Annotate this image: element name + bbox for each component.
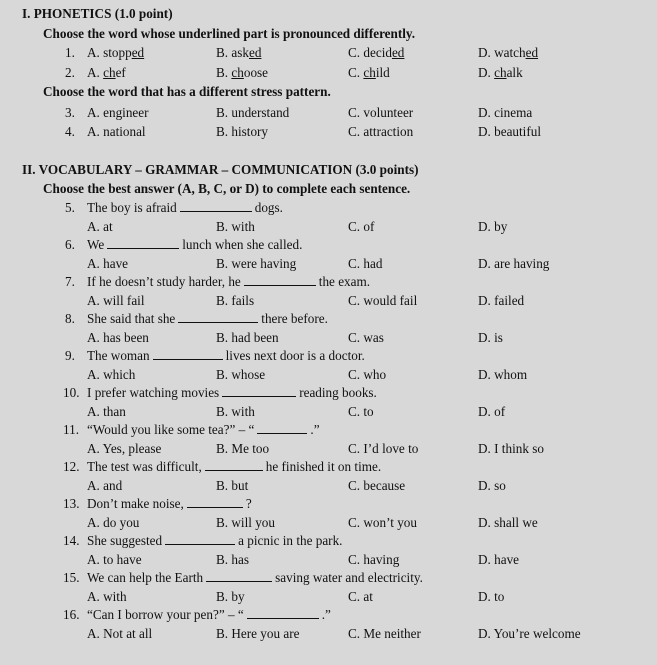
option-a: A. national bbox=[87, 124, 146, 139]
option-a: A. at bbox=[87, 219, 113, 234]
question-stem bbox=[87, 607, 331, 623]
answer-blank[interactable] bbox=[205, 459, 263, 471]
option-c: C. won’t you bbox=[348, 515, 417, 530]
option-a: A. has been bbox=[87, 330, 149, 345]
option-c: C. would fail bbox=[348, 293, 418, 308]
stem-text-before: The boy is afraid bbox=[87, 200, 177, 215]
answer-blank[interactable] bbox=[180, 200, 252, 212]
stem-text-before: The test was difficult, bbox=[87, 459, 202, 474]
option-b: B. asked bbox=[216, 45, 262, 60]
stem-text-before: We bbox=[87, 237, 105, 252]
option-c: C. at bbox=[348, 589, 373, 604]
question-stem bbox=[87, 533, 342, 549]
section-1-instruction-2: Choose the word that has a different stress pattern. bbox=[43, 84, 331, 99]
question-stem bbox=[87, 385, 377, 401]
option-b: B. with bbox=[216, 404, 255, 419]
option-b: B. whose bbox=[216, 367, 266, 382]
option-d: D. to bbox=[478, 589, 505, 604]
option-c: C. child bbox=[348, 65, 390, 80]
stem-text-after: dogs. bbox=[254, 200, 283, 215]
question-number: 6. bbox=[65, 237, 75, 252]
option-d: D. is bbox=[478, 330, 503, 345]
stem-text-after: lunch when she called. bbox=[182, 237, 303, 252]
option-c: C. was bbox=[348, 330, 384, 345]
option-d: D. beautiful bbox=[478, 124, 541, 139]
option-d: D. so bbox=[478, 478, 506, 493]
question-number: 10. bbox=[63, 385, 80, 400]
option-c: C. who bbox=[348, 367, 387, 382]
stem-text-before: The woman bbox=[87, 348, 150, 363]
section-1-title: I. PHONETICS (1.0 point) bbox=[22, 6, 173, 21]
question-number: 4. bbox=[65, 124, 75, 139]
option-b: B. were having bbox=[216, 256, 297, 271]
question-number: 8. bbox=[65, 311, 75, 326]
option-c: C. decided bbox=[348, 45, 405, 60]
option-d: D. are having bbox=[478, 256, 550, 271]
stem-text-before: I prefer watching movies bbox=[87, 385, 220, 400]
option-c: C. Me neither bbox=[348, 626, 421, 641]
option-d: D. shall we bbox=[478, 515, 538, 530]
answer-blank[interactable] bbox=[247, 607, 319, 619]
option-a: A. Yes, please bbox=[87, 441, 162, 456]
option-a: A. stopped bbox=[87, 45, 145, 60]
option-b: B. has bbox=[216, 552, 249, 567]
question-number: 7. bbox=[65, 274, 75, 289]
option-a: A. with bbox=[87, 589, 127, 604]
answer-blank[interactable] bbox=[178, 311, 258, 323]
stem-text-after: a picnic in the park. bbox=[238, 533, 343, 548]
option-c: C. attraction bbox=[348, 124, 414, 139]
question-number: 2. bbox=[65, 65, 75, 80]
question-number: 14. bbox=[63, 533, 80, 548]
stem-text-after: ? bbox=[245, 496, 252, 511]
option-c: C. had bbox=[348, 256, 383, 271]
option-a: A. have bbox=[87, 256, 129, 271]
stem-text-after: .” bbox=[310, 422, 320, 437]
option-b: B. with bbox=[216, 219, 255, 234]
question-stem bbox=[87, 496, 252, 512]
option-d: D. cinema bbox=[478, 105, 533, 120]
option-d: D. failed bbox=[478, 293, 525, 308]
stem-text-before: She said that she bbox=[87, 311, 176, 326]
question-stem bbox=[87, 237, 302, 253]
stem-text-after: he finished it on time. bbox=[265, 459, 382, 474]
stem-text-after: lives next door is a doctor. bbox=[225, 348, 365, 363]
option-b: B. will you bbox=[216, 515, 275, 530]
answer-blank[interactable] bbox=[244, 274, 316, 286]
option-a: A. chef bbox=[87, 65, 126, 80]
question-number: 16. bbox=[63, 607, 80, 622]
stem-text-after: saving water and electricity. bbox=[275, 570, 423, 585]
answer-blank[interactable] bbox=[206, 570, 272, 582]
answer-blank[interactable] bbox=[222, 385, 296, 397]
stem-text-before: “Can I borrow your pen?” – “ bbox=[87, 607, 244, 622]
option-d: D. watched bbox=[478, 45, 539, 60]
question-number: 5. bbox=[65, 200, 75, 215]
option-d: D. I think so bbox=[478, 441, 544, 456]
question-number: 1. bbox=[65, 45, 75, 60]
question-stem bbox=[87, 200, 283, 216]
option-b: B. by bbox=[216, 589, 245, 604]
question-stem bbox=[87, 311, 328, 327]
stem-text-before: If he doesn’t study harder, he bbox=[87, 274, 241, 289]
option-a: A. than bbox=[87, 404, 126, 419]
question-number: 3. bbox=[65, 105, 75, 120]
option-b: B. choose bbox=[216, 65, 269, 80]
question-stem bbox=[87, 348, 365, 364]
answer-blank[interactable] bbox=[107, 237, 179, 249]
option-b: B. Me too bbox=[216, 441, 270, 456]
section-1-instruction-1: Choose the word whose underlined part is pronounced differently. bbox=[43, 26, 416, 41]
option-a: A. to have bbox=[87, 552, 142, 567]
answer-blank[interactable] bbox=[257, 422, 307, 434]
option-c: C. having bbox=[348, 552, 400, 567]
question-stem bbox=[87, 570, 423, 586]
option-d: D. by bbox=[478, 219, 508, 234]
question-number: 15. bbox=[63, 570, 80, 585]
stem-text-after: there before. bbox=[261, 311, 328, 326]
question-stem bbox=[87, 459, 381, 475]
option-c: C. I’d love to bbox=[348, 441, 419, 456]
question-stem bbox=[87, 422, 320, 438]
option-d: D. chalk bbox=[478, 65, 523, 80]
option-d: D. You’re welcome bbox=[478, 626, 581, 641]
section-2-title: II. VOCABULARY – GRAMMAR – COMMUNICATION (3.0 points) bbox=[22, 162, 419, 177]
option-b: B. history bbox=[216, 124, 269, 139]
option-b: B. had been bbox=[216, 330, 279, 345]
option-b: B. fails bbox=[216, 293, 255, 308]
stem-text-after: reading books. bbox=[299, 385, 377, 400]
question-number: 13. bbox=[63, 496, 80, 511]
answer-blank[interactable] bbox=[153, 348, 223, 360]
question-number: 11. bbox=[63, 422, 79, 437]
option-c: C. because bbox=[348, 478, 406, 493]
stem-text-after: the exam. bbox=[318, 274, 371, 289]
option-a: A. do you bbox=[87, 515, 140, 530]
stem-text-before: She suggested bbox=[87, 533, 163, 548]
stem-text-before: Don’t make noise, bbox=[87, 496, 184, 511]
option-a: A. engineer bbox=[87, 105, 149, 120]
option-c: C. to bbox=[348, 404, 374, 419]
option-c: C. volunteer bbox=[348, 105, 414, 120]
option-b: B. but bbox=[216, 478, 249, 493]
question-stem bbox=[87, 274, 370, 290]
option-b: B. understand bbox=[216, 105, 290, 120]
option-d: D. have bbox=[478, 552, 520, 567]
option-b: B. Here you are bbox=[216, 626, 300, 641]
option-a: A. and bbox=[87, 478, 123, 493]
option-a: A. which bbox=[87, 367, 136, 382]
stem-text-before: “Would you like some tea?” – “ bbox=[87, 422, 255, 437]
stem-text-after: .” bbox=[321, 607, 331, 622]
option-d: D. whom bbox=[478, 367, 528, 382]
stem-text-before: We can help the Earth bbox=[87, 570, 204, 585]
question-number: 12. bbox=[63, 459, 80, 474]
question-number: 9. bbox=[65, 348, 75, 363]
answer-blank[interactable] bbox=[165, 533, 235, 545]
option-d: D. of bbox=[478, 404, 506, 419]
option-a: A. Not at all bbox=[87, 626, 153, 641]
answer-blank[interactable] bbox=[187, 496, 243, 508]
option-a: A. will fail bbox=[87, 293, 145, 308]
option-c: C. of bbox=[348, 219, 375, 234]
section-2-instruction: Choose the best answer (A, B, C, or D) to complete each sentence. bbox=[43, 181, 411, 196]
